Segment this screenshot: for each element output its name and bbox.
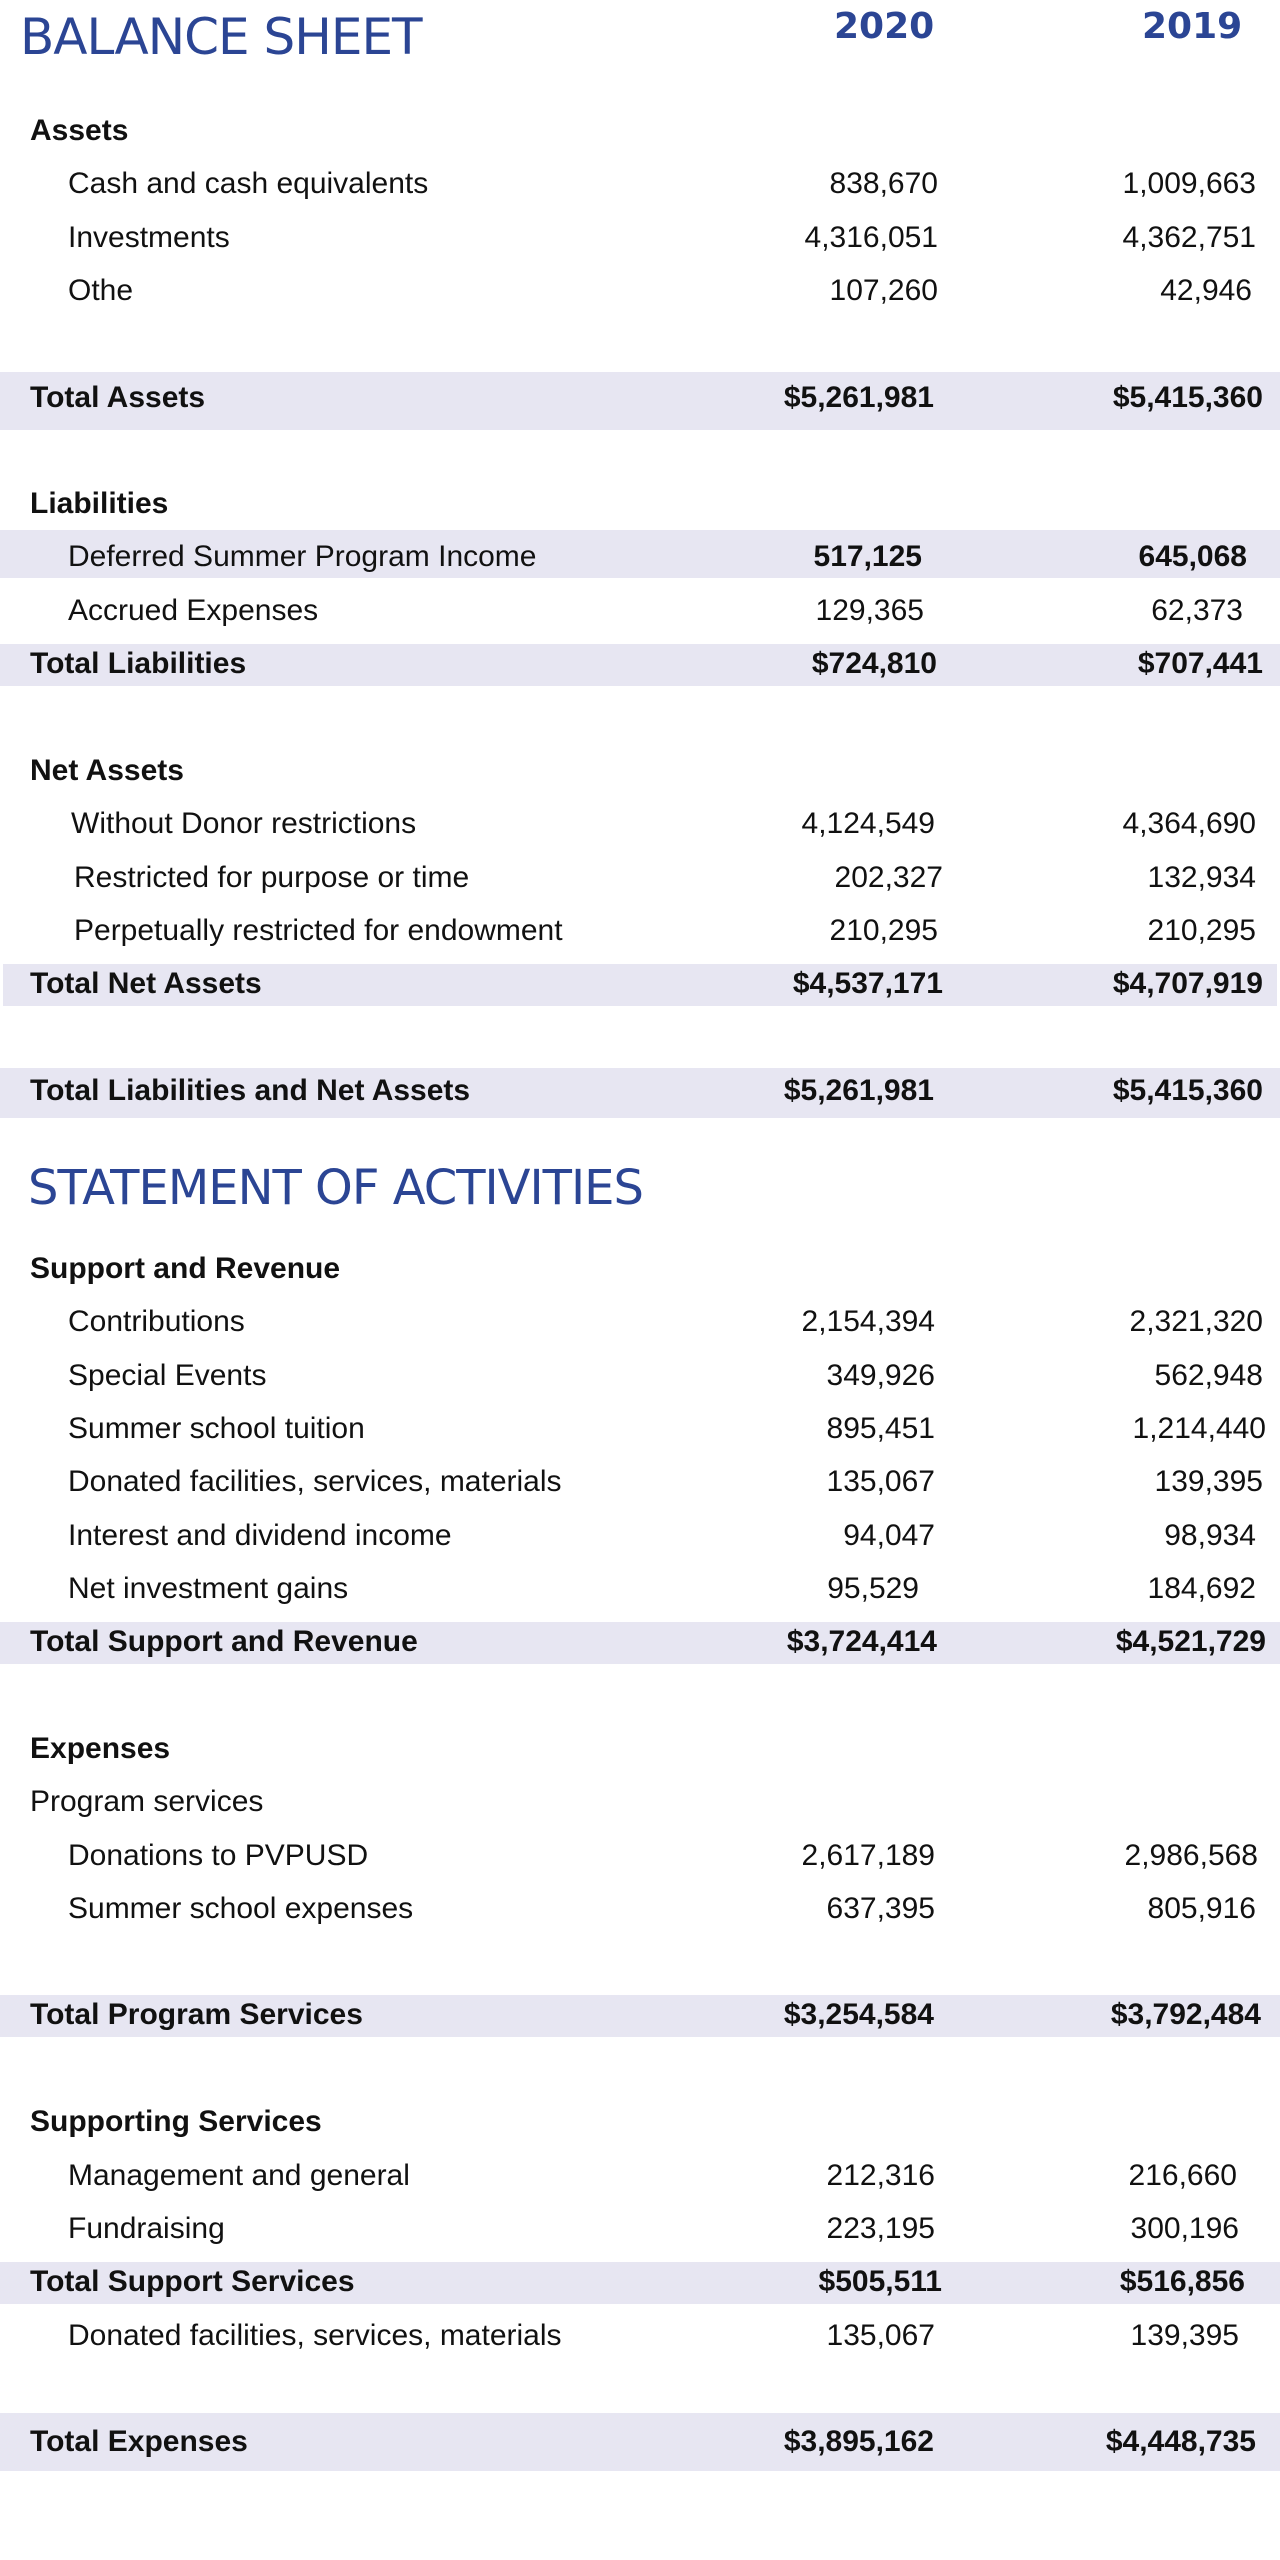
value-2020: 637,395 bbox=[826, 1892, 935, 1925]
value-2019: 139,395 bbox=[1130, 2319, 1239, 2352]
value-2019: 2,321,320 bbox=[1129, 1305, 1263, 1338]
row-label: Investments bbox=[68, 221, 230, 254]
row-label: Total Liabilities and Net Assets bbox=[30, 1074, 471, 1107]
row-label: Accrued Expenses bbox=[68, 594, 319, 627]
row-label: Total Net Assets bbox=[30, 967, 262, 1000]
net-assets-heading: Net Assets bbox=[30, 754, 184, 787]
value-2020: 135,067 bbox=[826, 1465, 935, 1498]
row-label: Total Program Services bbox=[30, 1998, 363, 2031]
value-2019: $4,707,919 bbox=[1112, 967, 1263, 1000]
value-2019: 300,196 bbox=[1130, 2212, 1239, 2245]
row-label: Without Donor restrictions bbox=[71, 807, 417, 840]
value-2019: 210,295 bbox=[1147, 914, 1256, 947]
row-label: Total Support and Revenue bbox=[30, 1625, 418, 1658]
value-2020: $724,810 bbox=[811, 647, 937, 680]
value-2020: 838,670 bbox=[829, 167, 938, 200]
value-2019: 805,916 bbox=[1147, 1892, 1256, 1925]
value-2020: 895,451 bbox=[826, 1412, 935, 1445]
row-label: Donated facilities, services, materials bbox=[68, 1465, 562, 1498]
value-2019: $3,792,484 bbox=[1110, 1998, 1261, 2031]
value-2019: 4,364,690 bbox=[1122, 807, 1256, 840]
liabilities-heading: Liabilities bbox=[30, 487, 169, 520]
balance-sheet-title: BALANCE SHEET bbox=[20, 8, 422, 66]
assets-heading: Assets bbox=[30, 114, 129, 147]
row-label: Restricted for purpose or time bbox=[74, 861, 470, 894]
value-2020: 349,926 bbox=[826, 1359, 935, 1392]
value-2020: 4,124,549 bbox=[801, 807, 935, 840]
value-2020: $3,254,584 bbox=[783, 1998, 934, 2031]
row-label: Total Support Services bbox=[30, 2265, 355, 2298]
row-label: Deferred Summer Program Income bbox=[68, 540, 537, 573]
value-2019: 1,214,440 bbox=[1132, 1412, 1266, 1445]
value-2019: 184,692 bbox=[1147, 1572, 1256, 1605]
year-2019-header: 2019 bbox=[1142, 6, 1243, 47]
supporting-services-heading: Supporting Services bbox=[30, 2105, 322, 2138]
row-label: Net investment gains bbox=[68, 1572, 349, 1605]
value-2019: $516,856 bbox=[1119, 2265, 1245, 2298]
value-2020: 2,154,394 bbox=[801, 1305, 935, 1338]
row-label: Donations to PVPUSD bbox=[68, 1839, 369, 1872]
row-label: Fundraising bbox=[68, 2212, 225, 2245]
value-2020: $3,895,162 bbox=[783, 2425, 934, 2458]
value-2020: 2,617,189 bbox=[801, 1839, 935, 1872]
row-label: Contributions bbox=[68, 1305, 245, 1338]
row-label: Interest and dividend income bbox=[68, 1519, 452, 1552]
value-2020: 129,365 bbox=[815, 594, 924, 627]
value-2019: 645,068 bbox=[1138, 540, 1247, 573]
row-label: Management and general bbox=[68, 2159, 410, 2192]
value-2019: $707,441 bbox=[1137, 647, 1263, 680]
value-2019: 132,934 bbox=[1147, 861, 1256, 894]
row-label: Special Events bbox=[68, 1359, 267, 1392]
value-2020: 95,529 bbox=[827, 1572, 919, 1605]
row-label: Summer school tuition bbox=[68, 1412, 365, 1445]
value-2019: 2,986,568 bbox=[1124, 1839, 1258, 1872]
year-2020-header: 2020 bbox=[834, 6, 935, 47]
row-label: Total Assets bbox=[30, 381, 206, 414]
value-2019: 98,934 bbox=[1164, 1519, 1256, 1552]
value-2020: 4,316,051 bbox=[804, 221, 938, 254]
value-2019: 216,660 bbox=[1128, 2159, 1237, 2192]
value-2019: 562,948 bbox=[1154, 1359, 1263, 1392]
value-2019: 62,373 bbox=[1151, 594, 1243, 627]
row-label: Perpetually restricted for endowment bbox=[74, 914, 563, 947]
row-label: Total Expenses bbox=[30, 2425, 248, 2458]
value-2020: $5,261,981 bbox=[783, 381, 934, 414]
support-revenue-heading: Support and Revenue bbox=[30, 1252, 341, 1285]
value-2020: 210,295 bbox=[829, 914, 938, 947]
value-2020: 107,260 bbox=[829, 274, 938, 307]
row-label: Total Liabilities bbox=[30, 647, 247, 680]
value-2019: 1,009,663 bbox=[1122, 167, 1256, 200]
value-2020: 517,125 bbox=[813, 540, 922, 573]
value-2019: $5,415,360 bbox=[1112, 381, 1263, 414]
value-2020: $505,511 bbox=[818, 2265, 942, 2298]
row-label: Cash and cash equivalents bbox=[68, 167, 429, 200]
expenses-heading: Expenses bbox=[30, 1732, 171, 1765]
value-2019: 42,946 bbox=[1160, 274, 1252, 307]
value-2020: $4,537,171 bbox=[792, 967, 943, 1000]
value-2020: 202,327 bbox=[834, 861, 943, 894]
row-label: Donated facilities, services, materials bbox=[68, 2319, 562, 2352]
value-2020: $3,724,414 bbox=[786, 1625, 937, 1658]
value-2020: $5,261,981 bbox=[783, 1074, 934, 1107]
value-2019: $4,521,729 bbox=[1115, 1625, 1266, 1658]
value-2020: 94,047 bbox=[843, 1519, 935, 1552]
row-label: Summer school expenses bbox=[68, 1892, 414, 1925]
value-2020: 135,067 bbox=[826, 2319, 935, 2352]
value-2020: 212,316 bbox=[826, 2159, 935, 2192]
value-2019: $4,448,735 bbox=[1105, 2425, 1256, 2458]
value-2020: 223,195 bbox=[826, 2212, 935, 2245]
value-2019: 4,362,751 bbox=[1122, 221, 1256, 254]
activities-title: STATEMENT OF ACTIVITIES bbox=[28, 1160, 643, 1216]
program-services-subheading: Program services bbox=[30, 1785, 264, 1818]
row-label: Othe bbox=[68, 274, 134, 307]
value-2019: 139,395 bbox=[1154, 1465, 1263, 1498]
value-2019: $5,415,360 bbox=[1112, 1074, 1263, 1107]
